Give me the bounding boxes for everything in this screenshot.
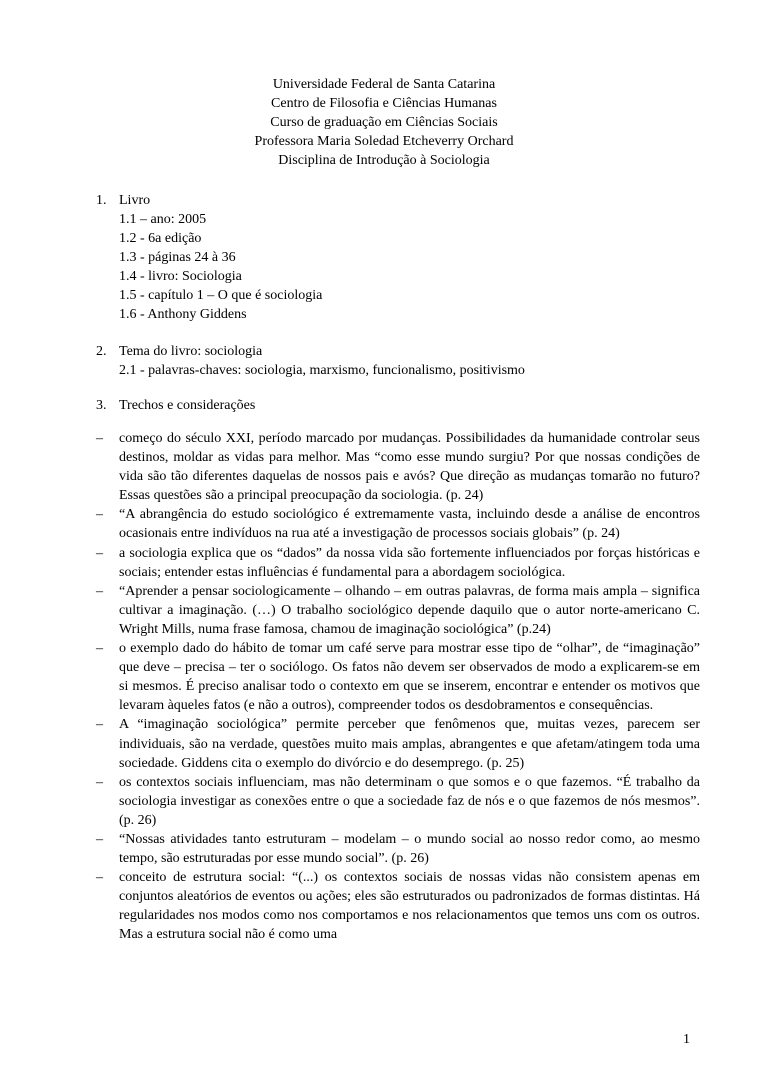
section-1-item: 1.6 - Anthony Giddens	[119, 307, 247, 322]
bullet-dash: –	[96, 431, 103, 446]
header-center: Centro de Filosofia e Ciências Humanas	[271, 96, 497, 111]
bullet-dash: –	[96, 641, 103, 657]
bullet-dash: –	[96, 774, 103, 790]
bullet-dash: –	[96, 583, 103, 599]
section-1-number: 1.	[96, 193, 107, 208]
list-item	[96, 868, 700, 944]
bullet-text: a sociologia explica que os “dados” da nossa vida são fortemente influenciados por forças históricas e sociais; entender estas influências é fundamental para a abordagem sociológica.	[119, 545, 700, 580]
list-item	[96, 715, 700, 772]
section-1-item: 1.2 - 6a edição	[119, 231, 202, 246]
bullet-text: “Nossas atividades tanto estruturam – modelam – o mundo social ao nosso redor como, ao mesmo tempo, são estruturadas por esse mundo social”. (p. 26)	[119, 831, 700, 867]
section-1-title: Livro	[119, 193, 151, 208]
section-1-item: 1.3 - páginas 24 à 36	[119, 250, 236, 265]
section-2-number: 2.	[96, 344, 107, 359]
header-discipline: Disciplina de Introdução à Sociologia	[278, 153, 490, 168]
bullet-text: conceito de estrutura social: “(...) os contextos sociais de nossas vidas não consistem apenas em conjuntos aleatórios de eventos ou ações; eles são estruturados ou padronizados de formas distintas. Há regularidades nos modos como nos comportamos e nos relacionamentos que temos uns com os outros. Mas a estrutura social não é como uma	[119, 870, 700, 943]
header-university: Universidade Federal de Santa Catarina	[272, 77, 496, 92]
list-item	[96, 544, 700, 582]
bullet-dash: –	[96, 507, 103, 523]
bullet-list	[96, 429, 700, 945]
document-header	[0, 75, 768, 170]
list-item	[96, 429, 700, 505]
section-1-item: 1.1 – ano: 2005	[119, 212, 207, 227]
bullet-dash: –	[96, 870, 103, 886]
list-item	[96, 830, 700, 868]
section-1-item: 1.4 - livro: Sociologia	[119, 269, 242, 284]
section-1-item: 1.5 - capítulo 1 – O que é sociologia	[119, 288, 323, 303]
bullet-text: os contextos sociais influenciam, mas não determinam o que somos e o que fazemos. “É trabalho da sociologia investigar as conexões entre o que a sociedade faz de nós e o que fazemos de nós mesmos”. (p. 26)	[119, 774, 700, 828]
page-number: 1	[683, 1032, 690, 1047]
bullet-text: começo do século XXI, período marcado por mudanças. Possibilidades da humanidade controlar seus destinos, moldar as vidas para melhor. Mas “como esse mundo surgiu? Por que nossas condições de vida são tão diferentes daquelas de nossos pais e avós? Que direção as mudanças tomarão no futuro? Essas questões são a principal preocupação da sociologia. (p. 24)	[119, 431, 700, 504]
bullet-text: “A abrangência do estudo sociológico é extremamente vasta, incluindo desde a análise de encontros ocasionais entre indivíduos na rua até a investigação de processos sociais globais” (p. 24)	[119, 507, 700, 542]
section-2-item: 2.1 - palavras-chaves: sociologia, marxismo, funcionalismo, positivismo	[119, 363, 525, 378]
section-3-title: Trechos e considerações	[119, 398, 256, 413]
bullet-text: o exemplo dado do hábito de tomar um café serve para mostrar esse tipo de “olhar”, de “imaginação” que deve – precisa – ter o sociólogo. Os fatos não devem ser observados de modo a explicarem-se em si mesmos. É preciso analisar todo o contexto em que se inserem, encontrar e entender os motivos que levaram àqueles fatos (e não a outros), compreender todos os desdobramentos e consequências.	[119, 641, 700, 714]
section-3-number: 3.	[96, 398, 107, 413]
list-item	[96, 505, 700, 543]
list-item	[96, 582, 700, 639]
header-professor: Professora Maria Soledad Etcheverry Orchard	[254, 134, 514, 149]
bullet-dash: –	[96, 717, 103, 733]
section-2-title: Tema do livro: sociologia	[119, 344, 263, 359]
list-item	[96, 773, 700, 830]
bullet-dash: –	[96, 831, 103, 847]
bullet-text: A “imaginação sociológica” permite perceber que fenômenos que, muitas vezes, parecem ser individuais, são na verdade, questões muito mais amplas, abrangentes e que afetam/atingem toda uma sociedade. Giddens cita o exemplo do divórcio e do desemprego. (p. 25)	[119, 717, 700, 771]
bullet-text: “Aprender a pensar sociologicamente – olhando – em outras palavras, de forma mais ampla – significa cultivar a imaginação. (…) O trabalho sociológico depende daquilo que o autor norte-americano C. Wright Mills, numa frase famosa, chamou de imaginação sociológica” (p.24)	[119, 583, 700, 637]
header-course: Curso de graduação em Ciências Sociais	[270, 115, 498, 130]
bullet-dash: –	[96, 545, 103, 561]
list-item	[96, 639, 700, 715]
